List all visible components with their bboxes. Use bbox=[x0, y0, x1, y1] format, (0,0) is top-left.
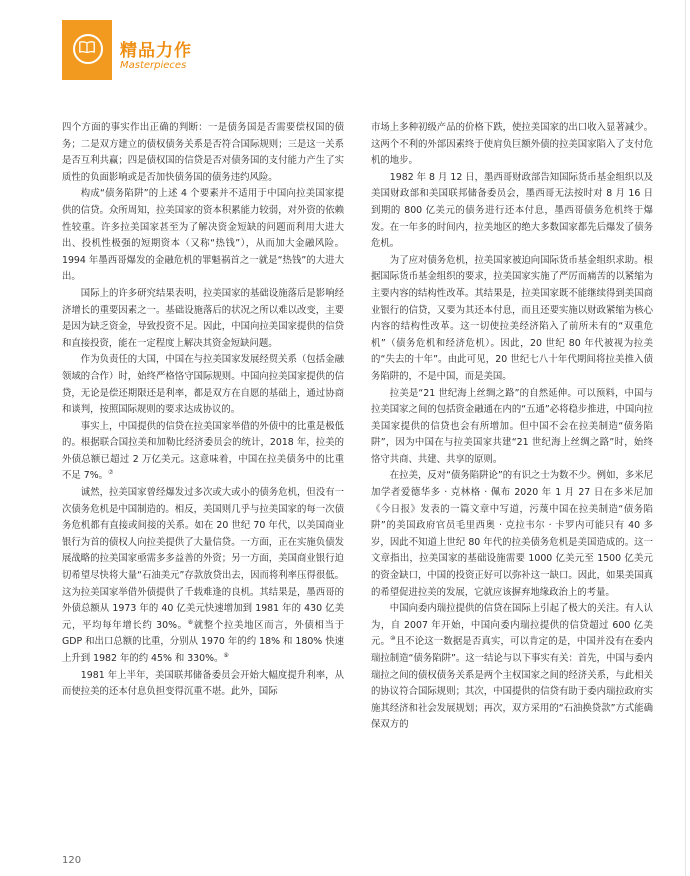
paragraph-continued bbox=[62, 120, 344, 186]
paragraph-text: 1981 年上半年，美国联邦储备委员会开始大幅度提升利率，从而使拉美的还本付息负担变得沉重不堪。此外，国际 bbox=[62, 669, 344, 698]
page-number: 120 bbox=[62, 855, 82, 866]
open-book-icon bbox=[79, 41, 95, 53]
section-subtitle: Masterpieces bbox=[120, 60, 187, 71]
section-title: 精品力作 bbox=[120, 41, 192, 61]
paragraph bbox=[371, 170, 653, 253]
paragraph-text: 为了应对债务危机，拉美国家被迫向国际货币基金组织求助。根据国际货币基金组织的要求，拉美国家实施了严厉而痛苦的以紧缩为主要内容的结构性改革。其结果是，拉美国家既不能继续得到美国商业银行的信贷，又要为其还本付息，而且还要实施以财政紧缩为核心内容的结构性改革。这一切使拉美经济陷入了前所未有的“双重危机”（债务危机和经济危机）。因此，20 世纪 80 年代被视为拉美的“失去的十年”。由此可见，20 世纪七八十年代期间将拉美推入债务陷阱的，不是中国，而是美国。 bbox=[371, 254, 653, 382]
paragraph-text: 拉美是“21 世纪海上丝绸之路”的自然延伸。可以预料，中国与拉美国家之间的包括资金融通在内的“五通”必将稳步推进，中国向拉美国家提供的信贷也会有所增加。但中国不会在拉美制造“债务陷阱”，因为中国在与拉美国家共建“21 世纪海上丝绸之路”时，始终恪守共商、共建、共享的原则。 bbox=[371, 387, 653, 465]
paragraph bbox=[62, 668, 344, 701]
paragraph bbox=[62, 419, 344, 485]
footnote-marker: ⑨ bbox=[223, 651, 229, 659]
paragraph-text: 市场上多种初级产品的价格下跌，使拉美国家的出口收入显著减少。这两个不利的外部因素终于使肩负巨额外债的拉美国家陷入了支付危机的地步。 bbox=[371, 122, 653, 167]
paragraph-text: 且不论这一数据是否真实，可以肯定的是，中国并没有在委内瑞拉制造“债务陷阱”。这一结论与以下事实有关：首先，中国与委内瑞拉之间的债权债务关系是两个主权国家之间的经济关系，与此相关的协议符合国际规则；其次，中国提供的信贷有助于委内瑞拉政府实施其经济和社会发展规划；再次，双方采用的“石油换贷款”方式能确保双方的 bbox=[371, 636, 653, 731]
footnote-marker: ⑩ bbox=[390, 635, 396, 643]
paragraph-text: 就整个拉美地区而言，外债相当于 GDP 和出口总额的比重，分别从 1970 年的约 18% 和 180% 快速上升到 1982 年的约 45% 和 330%。 bbox=[62, 619, 344, 664]
right-text-column bbox=[371, 120, 653, 734]
paragraph bbox=[371, 468, 653, 601]
paragraph-continued bbox=[371, 120, 653, 170]
paragraph bbox=[371, 386, 653, 469]
paragraph bbox=[62, 485, 344, 668]
paragraph-text: 诚然，拉美国家曾经爆发过多次或大或小的债务危机，但没有一次债务危机是中国制造的。相反，美国则几乎与拉美国家的每一次债务危机都有直接或间接的关系。如在 20 世纪 70 年代，以美国商业银行为首的债权人向拉美提供了大量信贷。一方面，正在实施负债发展战略的拉美国家亟需多多益善的外资；另一方面，美国商业银行迫切希望尽快将大量“石油美元”存款放贷出去，因而将利率压得很低。这为拉美国家举借外债提供了千载难逢的良机。其结果是，墨西哥的外债总额从 1973 年的 40 亿美元快速增加到 1981 年的 430 亿美元，平均每年增长约 30%。 bbox=[62, 487, 344, 631]
footnote-marker: ⑧ bbox=[187, 618, 194, 626]
paragraph bbox=[62, 286, 344, 352]
paragraph bbox=[62, 352, 344, 418]
paragraph bbox=[371, 253, 653, 386]
paragraph bbox=[62, 186, 344, 286]
paragraph-text: 在拉美，反对“债务陷阱论”的有识之士为数不少。例如，多米尼加学者爱德华多 · 克林格 · 佩布 2020 年 1 月 27 日在多米尼加《今日报》发表的一篇文章中写道，污蔑中国在拉美制造“债务陷阱”的美国政府官员毛里西奥 · 克拉韦尔 · 卡罗内可能只有 40 多岁，因此不知道上世纪 80 年代的拉美债务危机是美国造成的。这一文章指出，拉美国家的基础设施需要 1000 亿美元至 1500 亿美元的资金缺口，中国的投资正好可以弥补这一缺口。因此，如果美国真的希望促进拉美的发展，它就应该摒弃地缘政治上的考量。 bbox=[371, 470, 653, 598]
paragraph-text: 构成“债务陷阱”的上述 4 个要素并不适用于中国向拉美国家提供的信贷。众所周知，拉美国家的资本积累能力较弱，对外资的依赖性较重。许多拉美国家甚至为了解决资金短缺的问题而利用大进大出、投机性极强的短期资本（又称“热钱”），从而加大金融风险。1994 年墨西哥爆发的金融危机的罪魁祸首之一就是“热钱”的大进大出。 bbox=[62, 188, 344, 283]
paragraph-text: 四个方面的事实作出正确的判断：一是债务国是否需要偿权国的债务；二是双方建立的债权债务关系是否符合国际规则；三是这一关系是否互利共赢；四是债权国的信贷是否对债务国的支付能力产生了实质性的负面影响或是否加快债务国的债务违约风险。 bbox=[62, 122, 344, 183]
paragraph-text: 作为负责任的大国，中国在与拉美国家发展经贸关系（包括金融领域的合作）时，始终严格恪守国际规则。中国向拉美国家提供的信贷，无论是偿还期限还是利率，都是双方在自愿的基础上，通过协商和谈判，按照国际规则的要求达成协议的。 bbox=[62, 354, 344, 416]
left-text-column bbox=[62, 120, 344, 701]
paragraph-text: 事实上，中国提供的信贷在拉美国家举借的外债中的比重是极低的。根据联合国拉美和加勒比经济委员会的统计，2018 年，拉美的外债总额已超过 2 万亿美元。这意味着，中国在拉美债务中的比重不足 7%。 bbox=[62, 420, 344, 482]
page-edge-rule bbox=[685, 0, 686, 876]
paragraph bbox=[371, 601, 653, 734]
section-badge bbox=[62, 20, 112, 80]
paragraph-text: 1982 年 8 月 12 日，墨西哥财政部告知国际货币基金组织以及美国财政部和美国联邦储备委员会，墨西哥无法按时对 8 月 16 日到期的 800 亿美元的债务进行还本付息，墨西哥债务危机终于爆发。在一年多的时间内，拉美地区的绝大多数国家都先后爆发了债务危机。 bbox=[371, 171, 653, 250]
paragraph-text: 中国向委内瑞拉提供的信贷在国际上引起了极大的关注。有人认为，自 2007 年开始，中国向委内瑞拉提供的信贷超过 600 亿美元。 bbox=[371, 603, 653, 648]
paragraph-text: 国际上的许多研究结果表明，拉美国家的基础设施落后是影响经济增长的重要因素之一。基础设施落后的状况之所以难以改变，主要是因为缺乏资金，导致投资不足。因此，中国向拉美国家提供的信贷和直接投资，能在一定程度上解决其资金短缺问题。 bbox=[62, 287, 344, 349]
footnote-marker: ⑦ bbox=[107, 469, 114, 477]
